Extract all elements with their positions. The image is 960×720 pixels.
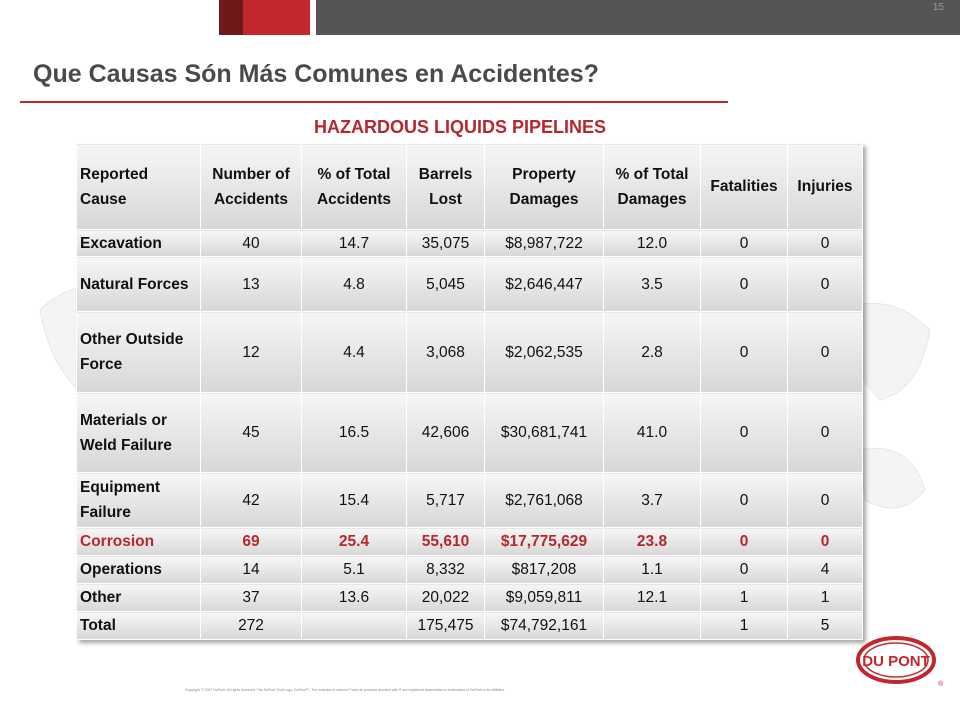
table-row xyxy=(77,584,863,612)
cell-pct-damages: 41.0 xyxy=(604,393,701,473)
cell-cause: Natural Forces xyxy=(77,257,201,312)
cell-pct-damages: 1.1 xyxy=(604,556,701,584)
cell-injuries: 1 xyxy=(788,584,863,612)
cell-fatalities: 0 xyxy=(701,473,788,528)
cell-injuries: 4 xyxy=(788,556,863,584)
cell-damages: $2,646,447 xyxy=(485,257,604,312)
cell-damages: $8,987,722 xyxy=(485,230,604,257)
cell-accidents: 42 xyxy=(201,473,302,528)
cell-fatalities: 1 xyxy=(701,612,788,640)
header-pct-total-accidents: % of Total Accidents xyxy=(302,144,407,230)
cell-fatalities: 0 xyxy=(701,312,788,393)
cell-injuries: 0 xyxy=(788,312,863,393)
cell-injuries: 0 xyxy=(788,230,863,257)
table-row xyxy=(77,473,863,528)
cell-accidents: 37 xyxy=(201,584,302,612)
cell-accidents: 69 xyxy=(201,528,302,556)
cell-barrels: 42,606 xyxy=(407,393,485,473)
header-reported-cause: Reported Cause xyxy=(77,144,201,230)
cell-pct-accidents: 15.4 xyxy=(302,473,407,528)
cell-fatalities: 0 xyxy=(701,230,788,257)
cell-cause: Other xyxy=(77,584,201,612)
cell-damages: $9,059,811 xyxy=(485,584,604,612)
cell-pct-damages: 12.1 xyxy=(604,584,701,612)
cell-cause: Total xyxy=(77,612,201,640)
cell-damages: $817,208 xyxy=(485,556,604,584)
table-row xyxy=(77,393,863,473)
cell-injuries: 0 xyxy=(788,393,863,473)
logo-wordmark: DU PONT xyxy=(862,653,930,670)
banner-gray-block xyxy=(316,0,960,35)
accidents-table xyxy=(76,143,863,640)
cell-pct-damages: 3.7 xyxy=(604,473,701,528)
header-number-of-accidents: Number of Accidents xyxy=(201,144,302,230)
header-pct-total-damages: % of Total Damages xyxy=(604,144,701,230)
page-number: 15 xyxy=(932,2,944,13)
cell-barrels: 20,022 xyxy=(407,584,485,612)
page-title: Que Causas Són Más Comunes en Accidentes? xyxy=(33,60,599,88)
cell-damages: $17,775,629 xyxy=(485,528,604,556)
table-row-total xyxy=(77,612,863,640)
cell-accidents: 14 xyxy=(201,556,302,584)
cell-accidents: 40 xyxy=(201,230,302,257)
cell-barrels: 55,610 xyxy=(407,528,485,556)
dupont-oval-logo xyxy=(854,633,944,691)
cell-pct-damages: 3.5 xyxy=(604,257,701,312)
header-injuries: Injuries xyxy=(788,144,863,230)
cell-accidents: 45 xyxy=(201,393,302,473)
cell-pct-accidents: 16.5 xyxy=(302,393,407,473)
cell-pct-accidents xyxy=(302,612,407,640)
cell-cause: Materials or Weld Failure xyxy=(77,393,201,473)
cell-pct-accidents: 4.4 xyxy=(302,312,407,393)
cell-barrels: 175,475 xyxy=(407,612,485,640)
cell-damages: $74,792,161 xyxy=(485,612,604,640)
table-row-highlighted xyxy=(77,528,863,556)
cell-pct-accidents: 13.6 xyxy=(302,584,407,612)
header-property-damages: Property Damages xyxy=(485,144,604,230)
cell-cause: Other Outside Force xyxy=(77,312,201,393)
cell-accidents: 272 xyxy=(201,612,302,640)
cell-damages: $30,681,741 xyxy=(485,393,604,473)
cell-injuries: 5 xyxy=(788,612,863,640)
header-barrels-lost: Barrels Lost xyxy=(407,144,485,230)
cell-barrels: 5,717 xyxy=(407,473,485,528)
cell-fatalities: 1 xyxy=(701,584,788,612)
svg-text:®: ® xyxy=(938,681,944,688)
cell-pct-accidents: 4.8 xyxy=(302,257,407,312)
copyright-notice: Copyright © 2007 DuPont. All rights reserved. The DuPont Oval Logo, DuPont™, The miracles of science™ and all products denoted with ® are registered trademarks or trademarks of DuPont or its affiliates. xyxy=(185,688,505,692)
banner-dark-red-block xyxy=(219,0,243,35)
table-header-row xyxy=(77,144,863,230)
cell-injuries: 0 xyxy=(788,257,863,312)
cell-injuries: 0 xyxy=(788,528,863,556)
table-subtitle: HAZARDOUS LIQUIDS PIPELINES xyxy=(313,117,607,137)
table-row xyxy=(77,257,863,312)
cell-damages: $2,062,535 xyxy=(485,312,604,393)
cell-injuries: 0 xyxy=(788,473,863,528)
cell-fatalities: 0 xyxy=(701,556,788,584)
cell-barrels: 35,075 xyxy=(407,230,485,257)
header-fatalities: Fatalities xyxy=(701,144,788,230)
table-row xyxy=(77,230,863,257)
cell-pct-accidents: 14.7 xyxy=(302,230,407,257)
cell-accidents: 12 xyxy=(201,312,302,393)
cell-cause: Operations xyxy=(77,556,201,584)
cell-fatalities: 0 xyxy=(701,393,788,473)
title-underline xyxy=(20,101,728,103)
cell-accidents: 13 xyxy=(201,257,302,312)
cell-pct-damages xyxy=(604,612,701,640)
cell-cause: Corrosion xyxy=(77,528,201,556)
cell-pct-damages: 12.0 xyxy=(604,230,701,257)
cell-pct-accidents: 25.4 xyxy=(302,528,407,556)
cell-fatalities: 0 xyxy=(701,257,788,312)
cell-fatalities: 0 xyxy=(701,528,788,556)
cell-barrels: 8,332 xyxy=(407,556,485,584)
cell-cause: Excavation xyxy=(77,230,201,257)
cell-barrels: 5,045 xyxy=(407,257,485,312)
table-row xyxy=(77,312,863,393)
cell-damages: $2,761,068 xyxy=(485,473,604,528)
cell-pct-accidents: 5.1 xyxy=(302,556,407,584)
cell-pct-damages: 2.8 xyxy=(604,312,701,393)
table-row xyxy=(77,556,863,584)
top-banner xyxy=(0,0,960,35)
cell-cause: Equipment Failure xyxy=(77,473,201,528)
banner-red-block xyxy=(243,0,310,35)
cell-barrels: 3,068 xyxy=(407,312,485,393)
cell-pct-damages: 23.8 xyxy=(604,528,701,556)
